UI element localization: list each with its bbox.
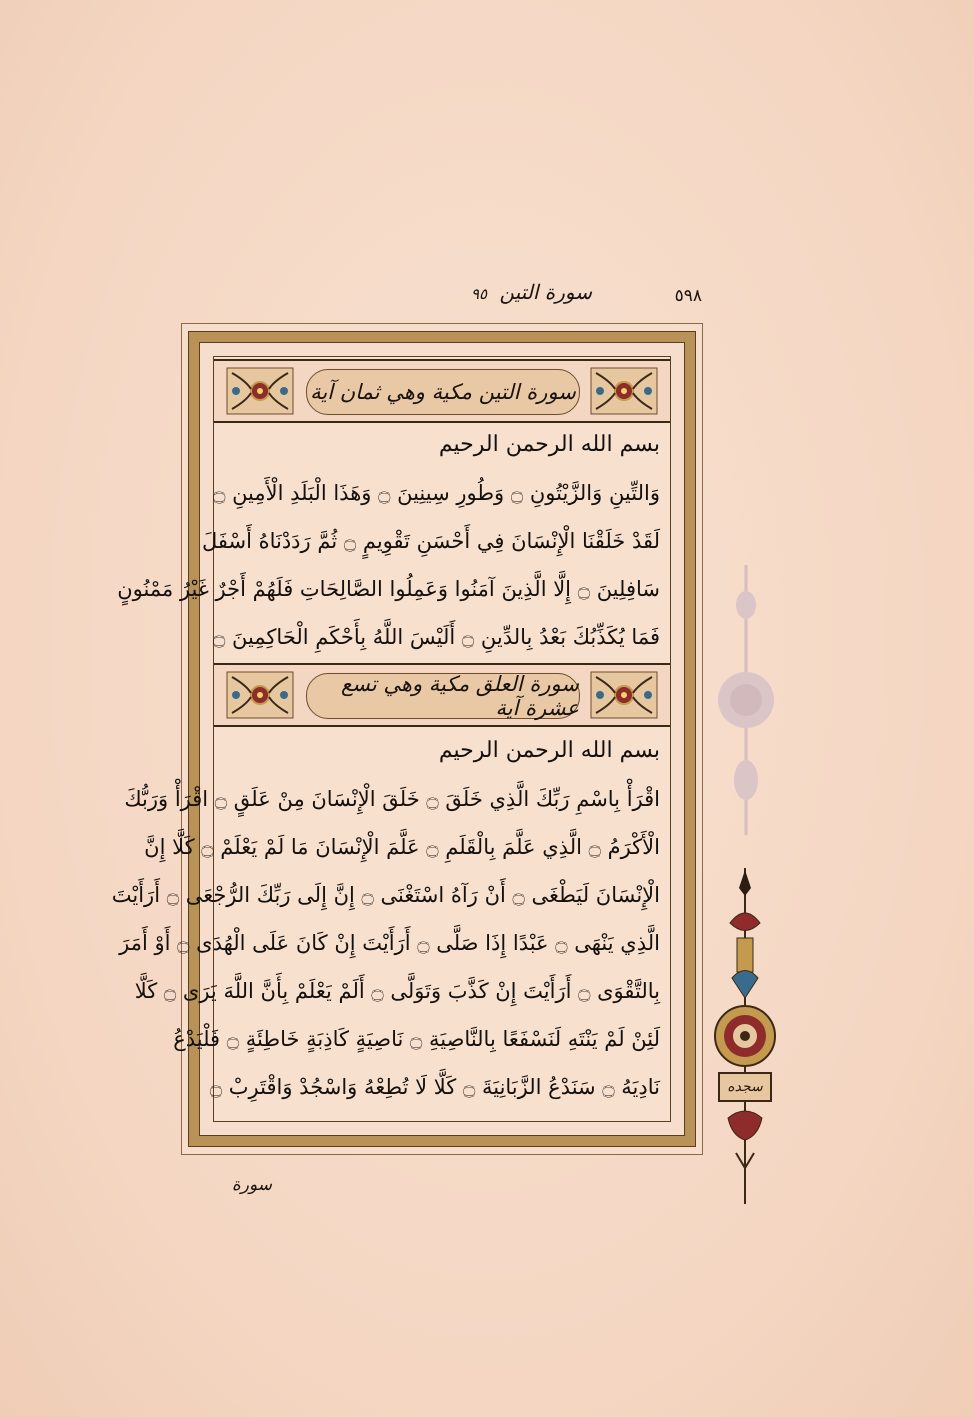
basmala: بسم الله الرحمن الرحيم [438,738,660,763]
verse-line: وَالتِّينِ وَالزَّيْتُونِ ۝ وَطُورِ سِينِينَ ۝ وَهَذَا الْبَلَدِ الْأَمِينِ ۝ [213,481,660,505]
surah-title-cartouche: سورة العلق مكية وهي تسع عشرة آية [306,673,580,719]
floral-ornament-icon [226,671,294,719]
floral-ornament-icon [226,367,294,415]
running-surah-name: سورة التين [499,280,592,304]
running-surah-number: ٩٥ [470,285,488,303]
floral-ornament-icon [590,367,658,415]
page-number: ٥٩٨ [674,286,702,306]
verse-line: اقْرَأْ بِاسْمِ رَبِّكَ الَّذِي خَلَقَ ۝ خَلَقَ الْإِنْسَانَ مِنْ عَلَقٍ ۝ اقْرَأْ وَرَبُّكَ [124,787,660,811]
sajda-label: سجده [727,1079,763,1095]
sajda-marginal-ornament-icon [710,868,780,1204]
surah-heading-banner [214,359,670,423]
verse-line: سَافِلِينَ ۝ إِلَّا الَّذِينَ آمَنُوا وَعَمِلُوا الصَّالِحَاتِ فَلَهُمْ أَجْرٌ غَيْرُ مَمْنُونٍ [117,577,660,601]
surah-title-cartouche: سورة التين مكية وهي ثمان آية [306,369,580,415]
page-header [372,280,702,316]
verse-line: نَادِيَهُ ۝ سَنَدْعُ الزَّبَانِيَةَ ۝ كَلَّا لَا تُطِعْهُ وَاسْجُدْ وَاقْتَرِبْ ۝ [209,1075,660,1099]
running-surah-title [471,280,592,304]
verse-line: فَمَا يُكَذِّبُكَ بَعْدُ بِالدِّينِ ۝ أَلَيْسَ اللَّهُ بِأَحْكَمِ الْحَاكِمِينَ ۝ [212,625,660,649]
floral-ornament-icon [590,671,658,719]
text-block [111,356,671,1122]
verse-line: الَّذِي يَنْهَى ۝ عَبْدًا إِذَا صَلَّى ۝ أَرَأَيْتَ إِنْ كَانَ عَلَى الْهُدَى ۝ أَوْ أَمَرَ [119,931,660,955]
verse-line: لَئِنْ لَمْ يَنْتَهِ لَنَسْفَعًا بِالنَّاصِيَةِ ۝ نَاصِيَةٍ كَاذِبَةٍ خَاطِئَةٍ ۝ فَلْيَدْعُ [173,1027,660,1051]
surah-heading-banner [214,663,670,727]
faint-margin-ornament-icon [716,565,776,835]
verse-line: لَقَدْ خَلَقْنَا الْإِنْسَانَ فِي أَحْسَنِ تَقْوِيمٍ ۝ ثُمَّ رَدَدْنَاهُ أَسْفَلَ [201,529,660,553]
verse-line: الْأَكْرَمُ ۝ الَّذِي عَلَّمَ بِالْقَلَمِ ۝ عَلَّمَ الْإِنْسَانَ مَا لَمْ يَعْلَمْ ۝ كَلَّا إِنَّ [144,835,660,859]
verse-line: الْإِنْسَانَ لَيَطْغَى ۝ أَنْ رَآهُ اسْتَغْنَى ۝ إِنَّ إِلَى رَبِّكَ الرُّجْعَى ۝ أَرَأَيْتَ [111,883,660,907]
catchword: سورة [231,1175,272,1195]
basmala: بسم الله الرحمن الرحيم [438,432,660,457]
verse-line: بِالتَّقْوَى ۝ أَرَأَيْتَ إِنْ كَذَّبَ وَتَوَلَّى ۝ أَلَمْ يَعْلَمْ بِأَنَّ اللَّهَ يَرَى ۝ كَلَّا [134,979,660,1003]
